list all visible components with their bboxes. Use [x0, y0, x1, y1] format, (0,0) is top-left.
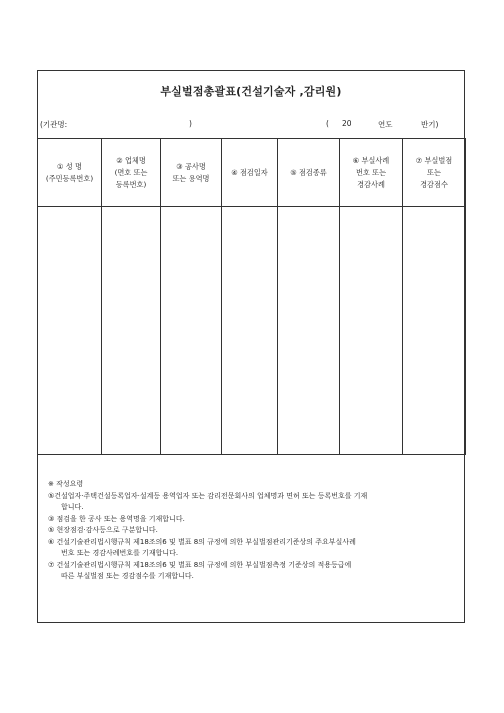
- column-header: [161, 139, 222, 207]
- form-frame: [37, 70, 465, 623]
- column-header-line: ② 업체명: [116, 155, 146, 165]
- period-open: (: [326, 119, 329, 128]
- table-cell[interactable]: [102, 207, 161, 455]
- column-header-line: 경감사례: [357, 179, 385, 189]
- column-header: [38, 139, 102, 207]
- column-header-line: (주민등록번호): [45, 173, 94, 183]
- instructions-heading: ※ 작성요령: [48, 480, 84, 488]
- instruction-line: 합니다.: [61, 503, 84, 511]
- instructions: [48, 479, 460, 583]
- table-cell[interactable]: [340, 207, 403, 455]
- instruction-line: ⑥ 건설기술관리법시행규칙 제18조의6 및 별표 8의 규정에 의한 부실벌점관리기준상의 주요부실사례: [48, 537, 356, 546]
- column-header-line: ③ 공사명: [176, 161, 206, 171]
- column-header-line: 또는 용역명: [172, 173, 210, 183]
- table-cell[interactable]: [222, 207, 278, 455]
- instruction-line: 따른 부실벌점 또는 경감점수를 기재합니다.: [61, 572, 194, 580]
- agency-label: (기관명:: [40, 120, 68, 129]
- table-cell[interactable]: [161, 207, 222, 455]
- table-cell[interactable]: [38, 207, 102, 455]
- agency-close: ): [189, 119, 192, 128]
- instruction-line: ③ 점검을 한 공사 또는 용역명을 기재합니다.: [48, 514, 185, 523]
- agency-line: [40, 119, 192, 130]
- column-header-line: 번호 또는: [355, 167, 387, 177]
- year-value: 20: [342, 119, 352, 128]
- year-label: 연도: [378, 120, 393, 129]
- instructions-list: [48, 491, 460, 583]
- column-header: [102, 139, 161, 207]
- summary-table: [37, 138, 465, 458]
- table-body-row: [38, 207, 466, 455]
- instruction-line: ⑤건설업자·주택건설등록업자·설계등 용역업자 또는 감리전문회사의 업체명과 면허 또는 등록번호를 기재: [48, 491, 368, 500]
- column-header: [340, 139, 403, 207]
- instruction-line: 번호 또는 경감사례번호를 기재합니다.: [61, 549, 179, 557]
- column-header-line: ① 성 명: [57, 161, 82, 171]
- column-header-line: ④ 점검일자: [231, 167, 268, 177]
- column-header: [222, 139, 278, 207]
- column-header-line: 경감점수: [420, 179, 448, 189]
- column-header-line: 또는: [427, 167, 441, 177]
- instruction-line: ⑦ 건설기술관리법시행규칙 제18조의6 및 별표 8의 규정에 의한 부실벌점측정 기준상의 적용등급에: [48, 560, 352, 569]
- column-header: [403, 139, 466, 207]
- column-header-line: (면호 또는: [114, 167, 148, 177]
- table-header-row: [38, 139, 466, 207]
- table-cell[interactable]: [403, 207, 466, 455]
- column-header: [278, 139, 340, 207]
- column-header-line: 등록번호): [115, 179, 147, 189]
- column-header-line: ⑥ 부실사례: [352, 155, 390, 165]
- column-header-line: ⑦ 부실벌점: [415, 155, 453, 165]
- form-title: 부실벌점총괄표(건설기술자 ,감리원): [160, 85, 342, 98]
- column-header-line: ⑤ 점검종류: [290, 167, 327, 177]
- instruction-line: ⑤ 현장점검·감사등으로 구분합니다.: [48, 526, 158, 534]
- half-label: 반기): [421, 120, 439, 129]
- table-cell[interactable]: [278, 207, 340, 455]
